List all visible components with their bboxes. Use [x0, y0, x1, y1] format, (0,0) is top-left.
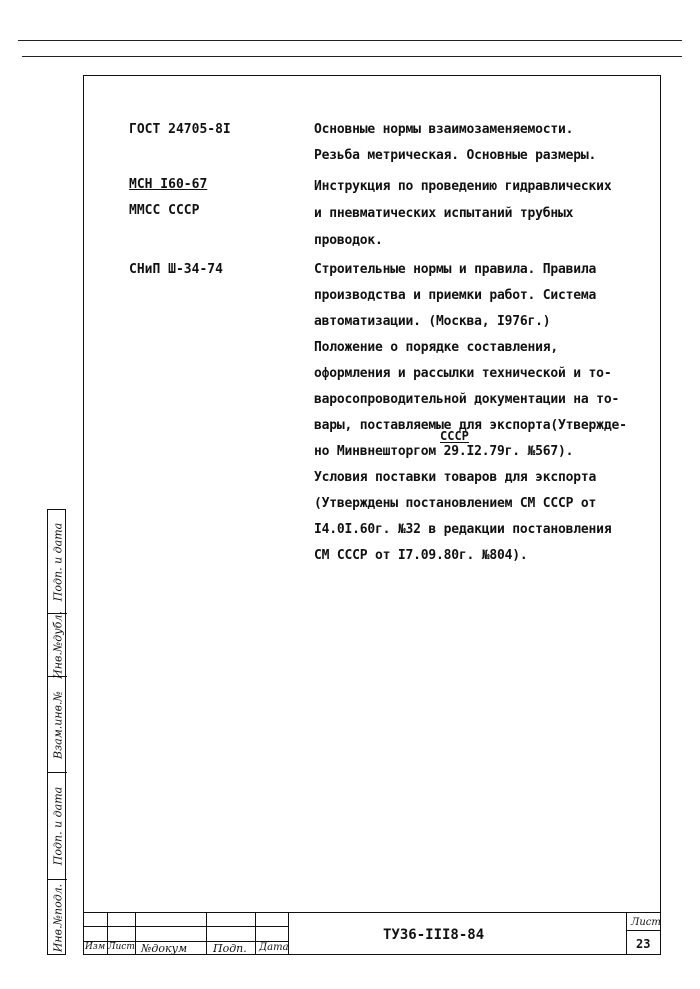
ref-code-gost: ГОСТ 24705-8I [129, 122, 231, 137]
ref-text-line: вары, поставляемые для экспорта(Утвержде- [314, 418, 627, 433]
ref-code-snip: СНиП Ш-34-74 [129, 262, 223, 277]
stamp-col-line [626, 912, 627, 955]
ref-text-line: проводок. [314, 233, 383, 248]
stamp-col-signature: Подп. [213, 942, 247, 955]
top-rule [18, 40, 682, 41]
stamp-col-line [135, 912, 136, 955]
ref-text-line: СМ СССР от I7.09.80г. №804). [314, 548, 528, 563]
stamp-col-date: Дата [259, 942, 289, 953]
side-label-signature-date: Подп. и дата [51, 522, 64, 601]
side-label-signature-date-2: Подп. и дата [51, 786, 64, 866]
superscript-ussr: СССР [440, 429, 469, 443]
ref-text-line: Положение о порядке составления, [314, 340, 559, 355]
ref-code-mmss: ММСС СССР [129, 203, 200, 218]
ref-text-line: производства и приемки работ. Система [314, 288, 597, 303]
side-stamp [47, 509, 66, 955]
side-label-replace-inv: Взам.инв.№ [51, 690, 64, 759]
stamp-col-change: Изм [85, 942, 106, 952]
stamp-col-sheet: Лист [108, 942, 135, 952]
ref-text-line: Резьба метрическая. Основные размеры. [314, 148, 597, 163]
side-stamp-column [65, 509, 83, 955]
ref-text-line: варосопроводительной документации на то- [314, 392, 620, 407]
ref-text-line: но Минвнешторгом 29.I2.79г. №567). [314, 444, 574, 459]
ref-text-line: оформления и рассылки технической и то- [314, 366, 612, 381]
ref-text-line: Основные нормы взаимозаменяемости. [314, 122, 574, 137]
stamp-sheet-line [626, 930, 661, 931]
ref-text-line: I4.0I.60г. №32 в редакции постановления [314, 522, 612, 537]
stamp-col-line [206, 912, 207, 955]
stamp-col-line [255, 912, 256, 955]
top-rule-2 [22, 56, 682, 57]
sheet-label: Лист [631, 917, 661, 928]
ref-text-line: (Утверждены постановлением СМ СССР от [314, 496, 597, 511]
ref-text-line: Условия поставки товаров для экспорта [314, 470, 597, 485]
side-label-orig-inv: Инв.№подл. [51, 883, 64, 953]
stamp-col-doc: №докум [141, 942, 188, 955]
ref-text-line: Инструкция по проведению гидравлических [314, 179, 612, 194]
stamp-row-line [83, 926, 288, 927]
document-number: ТУ36-III8-84 [383, 927, 485, 943]
ref-text-line: и пневматических испытаний трубных [314, 206, 574, 221]
side-label-dup-inv: Инв.№дубл. [51, 611, 64, 679]
sheet-number: 23 [636, 937, 651, 951]
ref-text-line: автоматизации. (Москва, I976г.) [314, 314, 551, 329]
ref-code-msn: МСН I60-67 [129, 177, 208, 192]
ref-text-line: Строительные нормы и правила. Правила [314, 262, 597, 277]
